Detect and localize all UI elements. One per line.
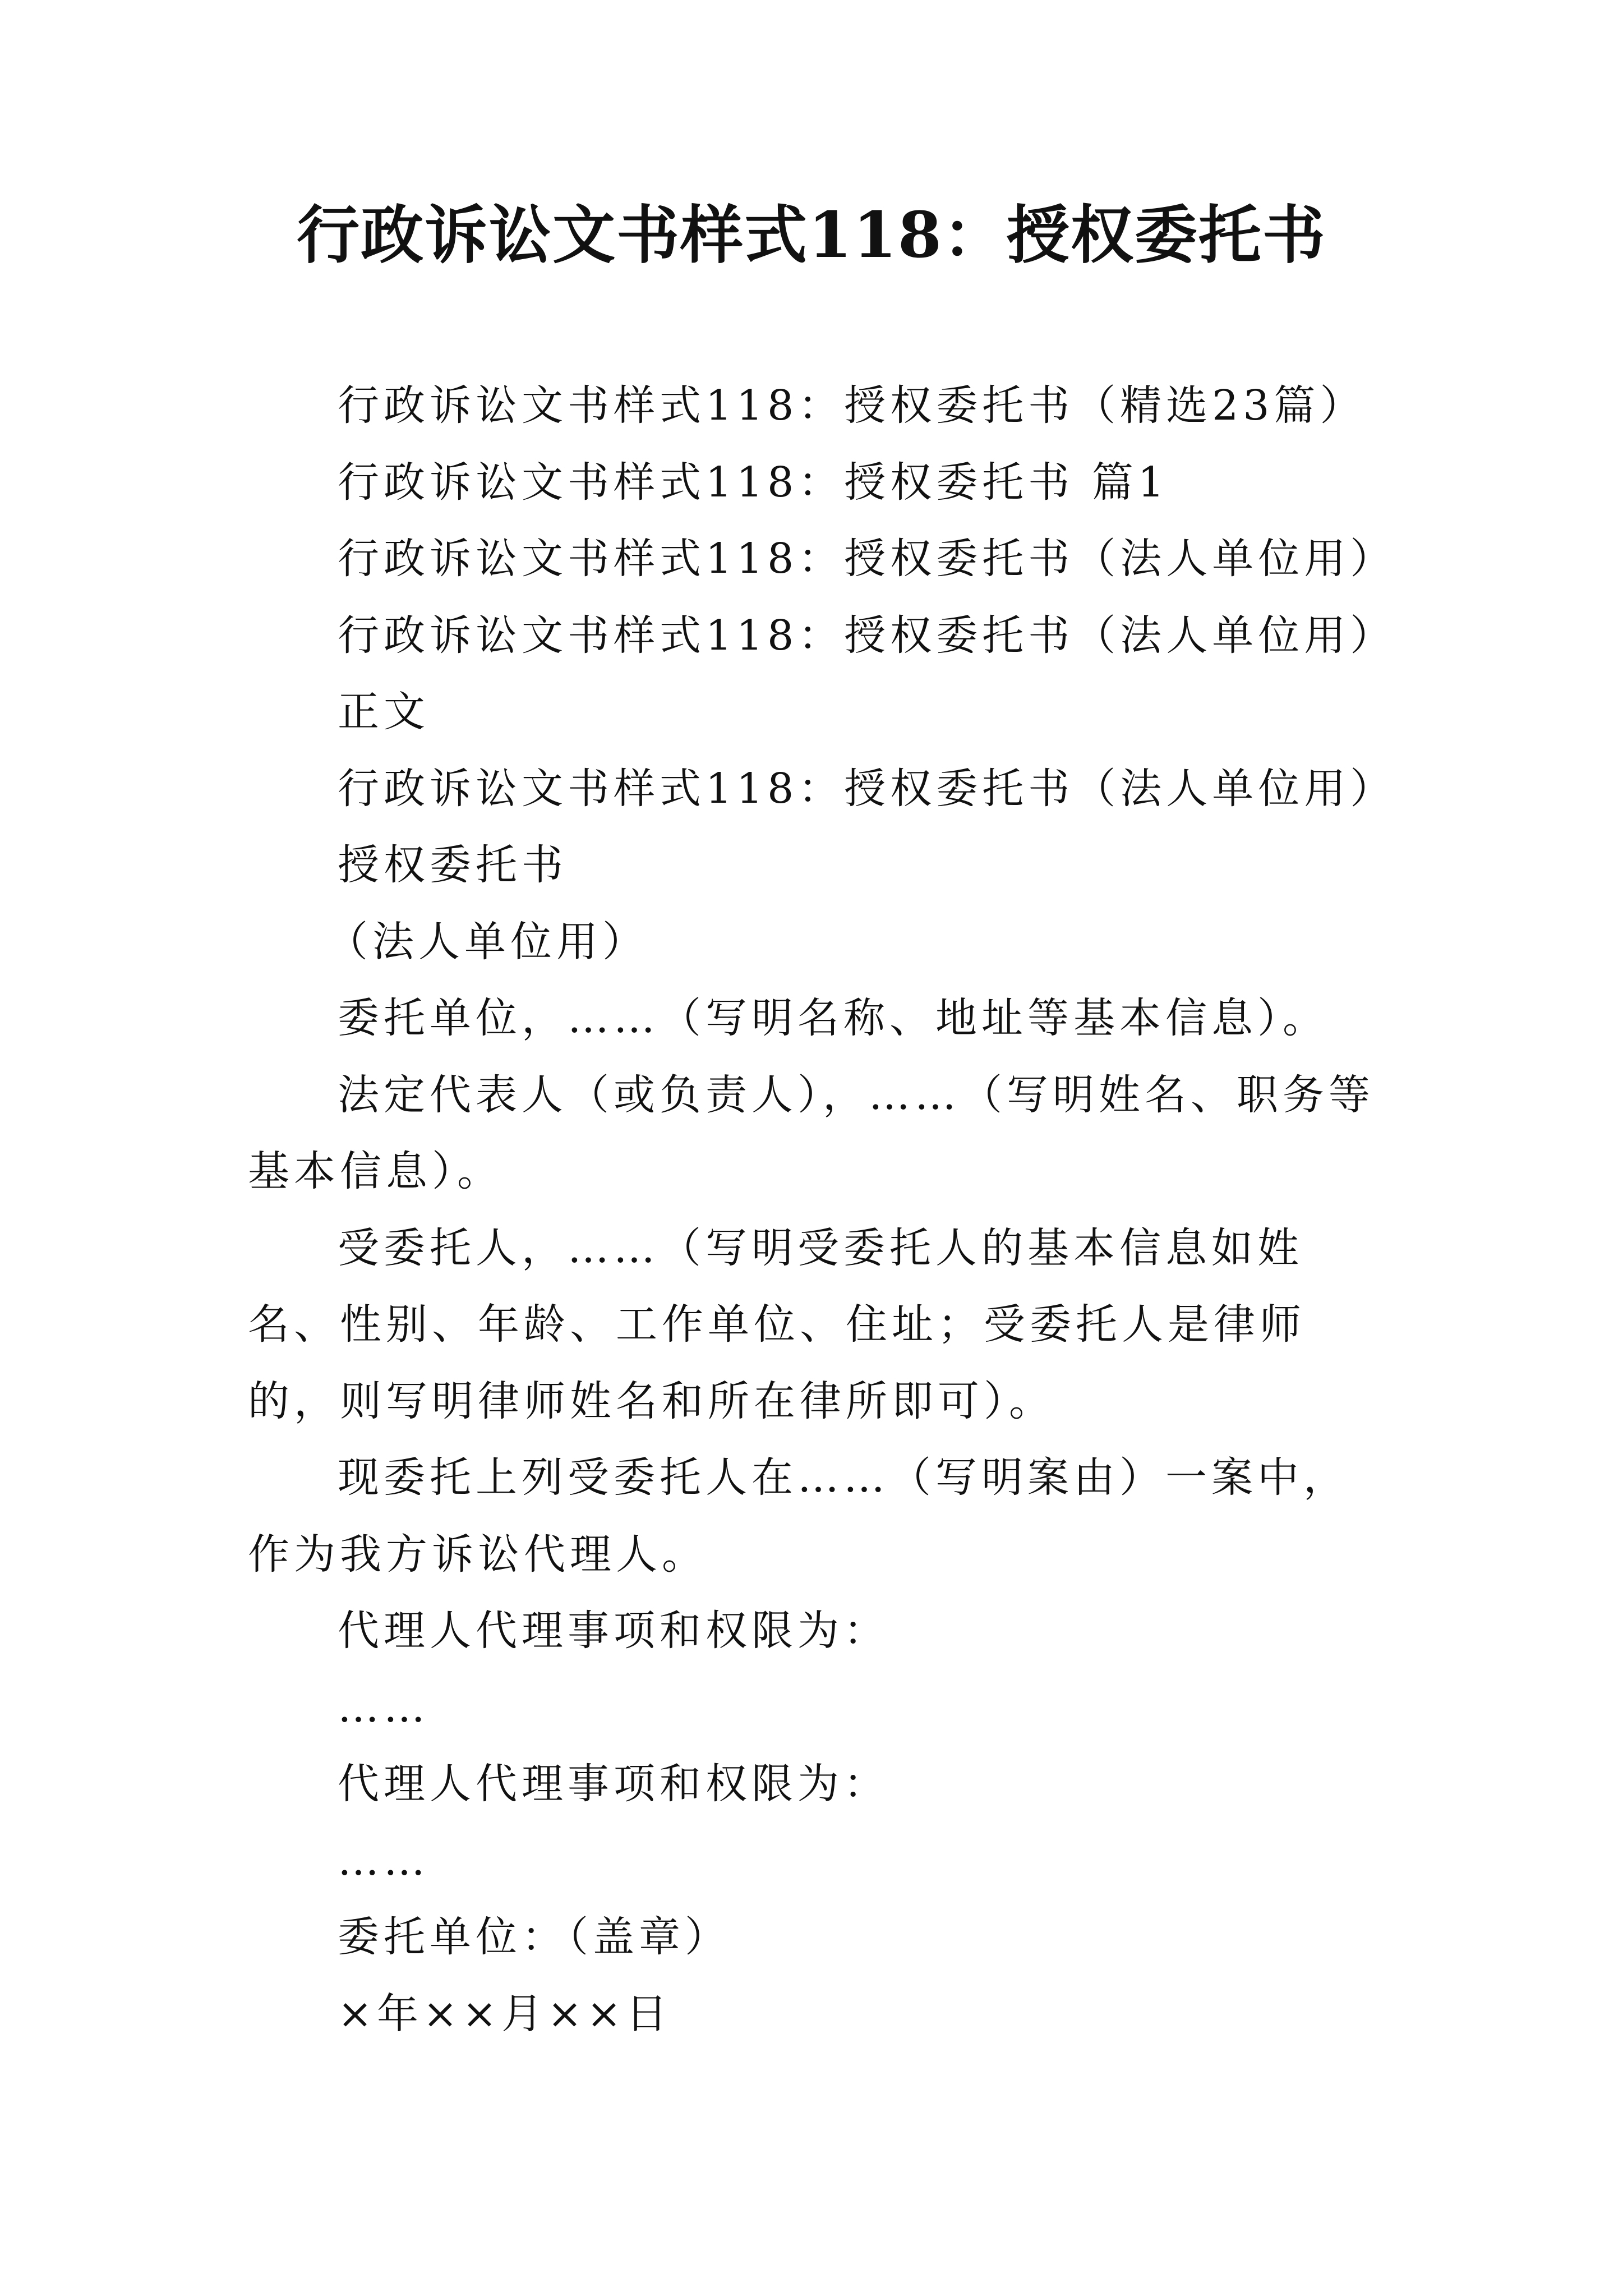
paragraph-8: （法人单位用） xyxy=(326,917,648,966)
paragraph-3: 行政诉讼文书样式118：授权委托书（法人单位用） xyxy=(338,535,1396,583)
document-title: 行政诉讼文书样式118：授权委托书 xyxy=(297,199,1326,272)
paragraph-2: 行政诉讼文书样式118：授权委托书 篇1 xyxy=(338,458,1169,507)
paragraph-9: 委托单位，……（写明名称、地址等基本信息）。 xyxy=(338,994,1329,1042)
paragraph-1: 行政诉讼文书样式118：授权委托书（精选23篇） xyxy=(338,381,1366,430)
paragraph-6: 行政诉讼文书样式118：授权委托书（法人单位用） xyxy=(338,764,1396,813)
paragraph-4: 行政诉讼文书样式118：授权委托书（法人单位用） xyxy=(338,611,1396,660)
paragraph-13: 代理人代理事项和权限为： xyxy=(338,1607,889,1655)
paragraph-17: 委托单位：（盖章） xyxy=(338,1913,731,1961)
paragraph-14: …… xyxy=(338,1683,430,1732)
paragraph-12: 现委托上列受委托人在……（写明案由）一案中，作为我方诉讼代理人。 xyxy=(248,1453,1349,1579)
paragraph-15: 代理人代理事项和权限为： xyxy=(338,1760,889,1808)
paragraph-18: ×年××月××日 xyxy=(338,1989,672,2038)
paragraph-11: 受委托人，……（写明受委托人的基本信息如姓名、性别、年龄、工作单位、住址；受委托人是律师的，则写明律师姓名和所在律所即可）。 xyxy=(248,1223,1306,1425)
document-body xyxy=(248,367,1396,2052)
paragraph-5: 正文 xyxy=(338,688,430,736)
paragraph-16: …… xyxy=(338,1836,430,1885)
paragraph-7: 授权委托书 xyxy=(338,841,568,889)
paragraph-10: 法定代表人（或负责人），……（写明姓名、职务等基本信息）。 xyxy=(248,1070,1375,1195)
